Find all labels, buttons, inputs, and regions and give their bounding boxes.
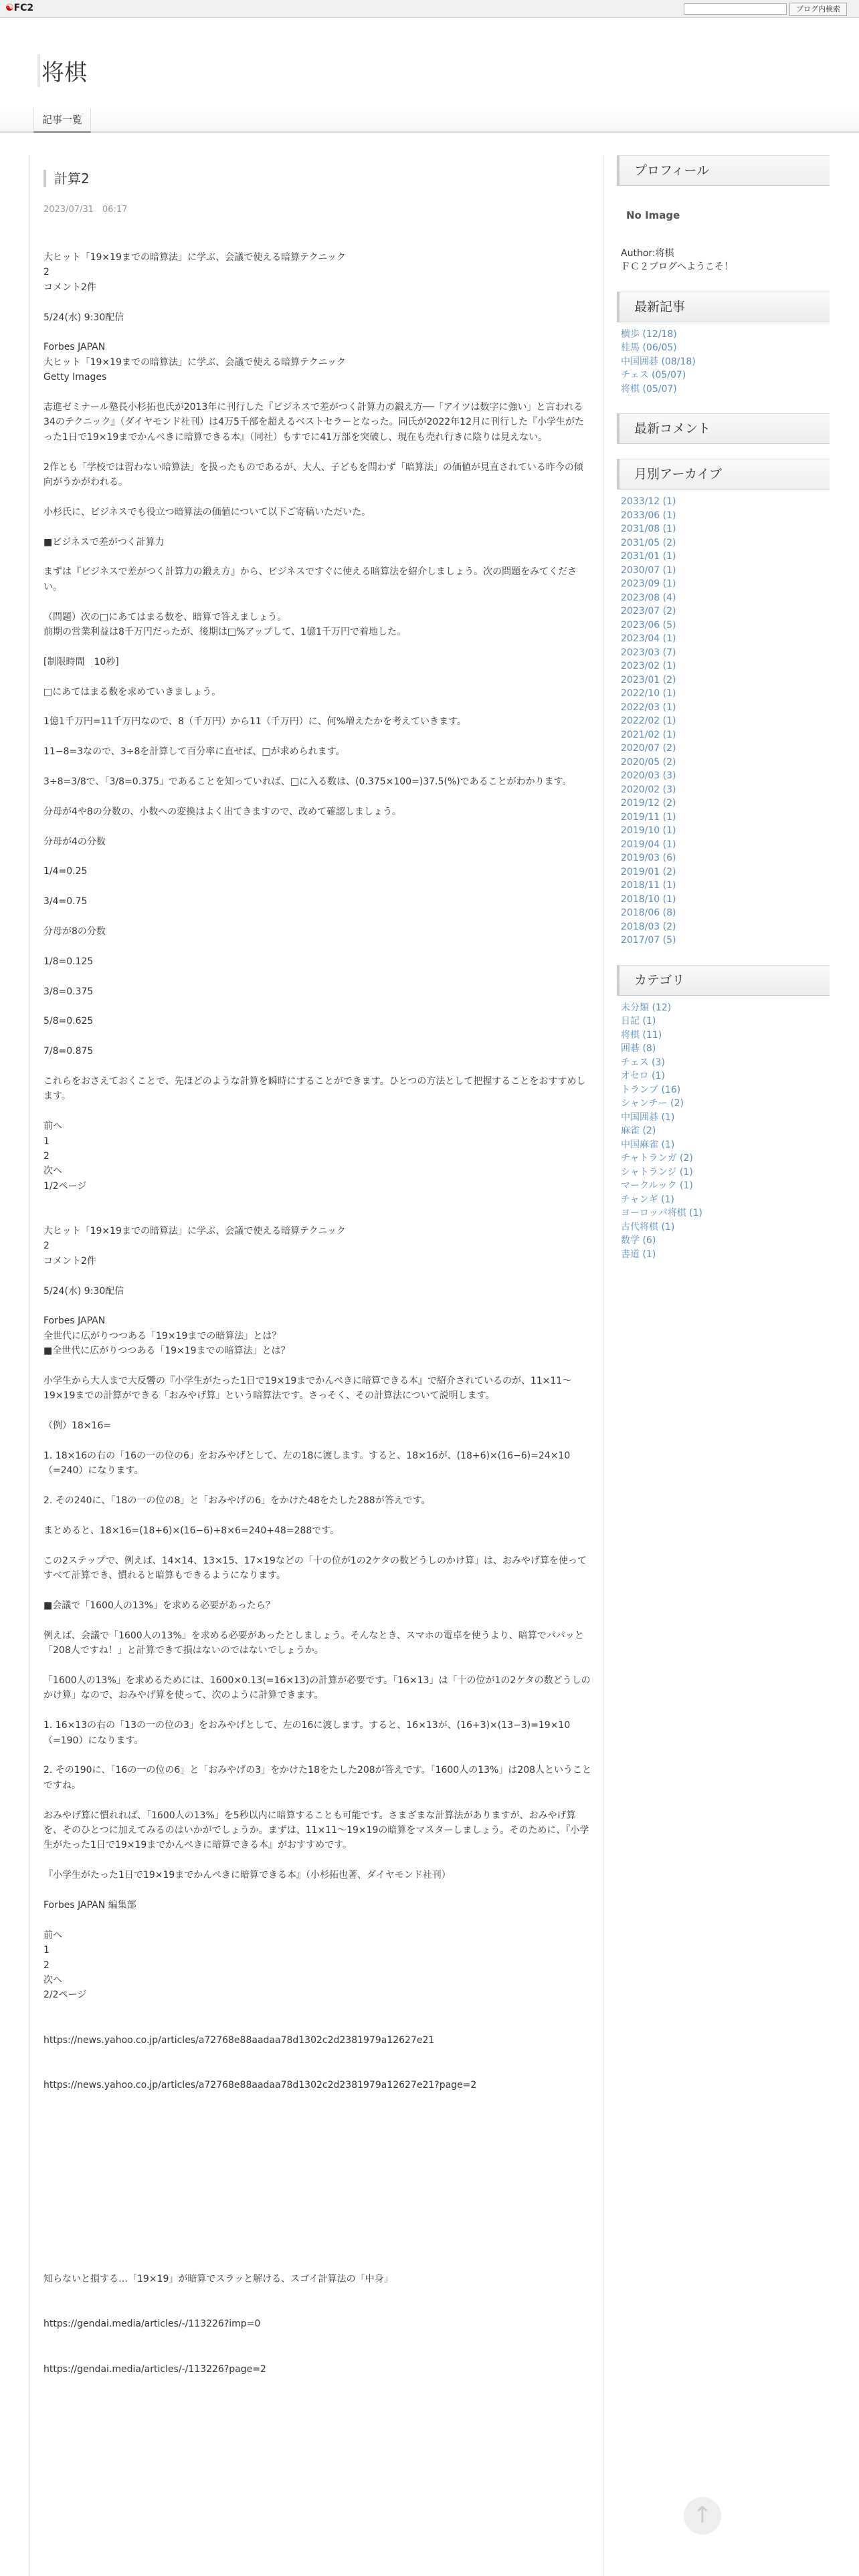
archive-link[interactable]: 2019/03 (6): [621, 853, 676, 863]
profile-plugin: [614, 155, 830, 277]
category-link[interactable]: シャンチー (2): [621, 1098, 684, 1109]
archive-link[interactable]: 2020/02 (3): [621, 784, 676, 795]
archive-link[interactable]: 2017/07 (5): [621, 935, 676, 946]
archive-link[interactable]: 2033/12 (1): [621, 496, 676, 507]
recent-entry-link[interactable]: 将棋 (05/07): [621, 383, 677, 395]
entry-paragraph: 5/8=0.625: [43, 1016, 94, 1027]
entry-paragraph: 1. 18×16の右の「16の一の位の6」をおみやげとして、左の18に渡します。すると、18×16が、(18+6)×(16−6)=24×10（=240）になります。: [43, 1451, 571, 1477]
blog-search-input[interactable]: [684, 3, 787, 15]
entry-paragraph: 1/4=0.25: [43, 866, 88, 877]
archive-link[interactable]: 2030/07 (1): [621, 564, 676, 576]
entry-paragraph: まずは『ビジネスで差がつく計算力の鍛え方』から、ビジネスですぐに使える暗算法を紹介しましょう。次の問題をみてください。: [43, 566, 577, 593]
entry-paragraph: 7/8=0.875: [43, 1046, 94, 1057]
entry-paragraph: この2ステップで、例えば、14×14、13×15、17×19などの「十の位が1の2ケタの数どうしのかけ算」は、おみやげ算を使ってすべて計算でき、慣れると暗算もできるようになります。: [43, 1555, 587, 1582]
entry-paragraph: 11−8=3なので、3÷8を計算して百分率に直せば、□が求められます。: [43, 746, 345, 758]
categories-title: カテゴリ: [617, 965, 830, 996]
archive-link[interactable]: 2023/08 (4): [621, 592, 676, 603]
entry-paragraph: 分母が4や8の分数の、小数への変換はよく出てきますので、改めて確認しましょう。: [43, 806, 401, 817]
archive-link[interactable]: 2033/06 (1): [621, 510, 676, 521]
entry-paragraph: 1. 16×13の右の「13の一の位の3」をおみやげとして、左の16に渡します。すると、16×13が、(16+3)×(13−3)=19×10（=190）になります。: [43, 1720, 571, 1746]
category-link[interactable]: 将棋 (11): [621, 1029, 662, 1041]
archives-plugin: [614, 459, 830, 950]
entry-paragraph: ■ビジネスで差がつく計算力: [43, 536, 165, 548]
category-link[interactable]: チャトランガ (2): [621, 1153, 693, 1164]
archive-link[interactable]: 2019/01 (2): [621, 866, 676, 877]
category-link[interactable]: マークルック (1): [621, 1180, 693, 1191]
nav-entry-list[interactable]: 記事一覧: [33, 108, 91, 133]
archive-link[interactable]: 2031/05 (2): [621, 537, 676, 548]
entry-paragraph: 2. その240に、「18の一の位の8」と「おみやげの6」をかけた48をたした288が答えです。: [43, 1495, 431, 1507]
entry-paragraph: 3÷8=3/8で、「3/8=0.375」であることを知っていれば、□に入る数は、(0.375×100=)37.5(%)であることがわかります。: [43, 776, 572, 788]
entry-paragraph: 2. その190に、「16の一の位の6」と「おみやげの3」をかけた18をたした208が答えです。「1600人の13%」は208人ということですね。: [43, 1765, 592, 1791]
archive-link[interactable]: 2021/02 (1): [621, 729, 676, 740]
archive-link[interactable]: 2020/03 (3): [621, 770, 676, 781]
archive-link[interactable]: 2020/07 (2): [621, 743, 676, 754]
scroll-to-top-icon[interactable]: ↑: [684, 2497, 721, 2535]
source-url: https://news.yahoo.co.jp/articles/a72768e88aadaa78d1302c2d2381979a12627e21?page=2: [43, 2079, 477, 2090]
archive-link[interactable]: 2023/03 (7): [621, 647, 676, 658]
recent-comments-plugin: [614, 413, 830, 444]
entry-paragraph: 『小学生がたった1日で19×19までかんぺきに暗算できる本』（小杉拓也著、ダイヤモンド社刊）: [43, 1870, 451, 1881]
archive-link[interactable]: 2023/04 (1): [621, 633, 676, 644]
archive-link[interactable]: 2018/11 (1): [621, 880, 676, 891]
entry-paragraph: 「1600人の13%」を求めるためには、1600×0.13(=16×13)の計算が必要です。「16×13」は「十の位が1の2ケタの数どうしのかけ算」なので、おみやげ算を使って、次のように計算できます。: [43, 1675, 591, 1701]
profile-greeting: ＦＣ２ブログへようこそ！: [621, 261, 733, 272]
entry-paragraph: （例）18×16=: [43, 1420, 112, 1432]
archive-link[interactable]: 2022/10 (1): [621, 688, 676, 699]
category-link[interactable]: 日記 (1): [621, 1016, 656, 1027]
entry-paragraph: これらをおさえておくことで、先ほどのような計算を瞬時にすることができます。ひとつの方法として把握することをおすすめします。: [43, 1075, 586, 1102]
entry-paragraph: 5/24(水) 9:30配信: [43, 312, 124, 323]
entry-paragraph: 大ヒット「19×19までの暗算法」に学ぶ、会議で使える暗算テクニック 2 コメント2件: [43, 1226, 346, 1267]
profile-title: プロフィール: [617, 155, 830, 186]
archive-link[interactable]: 2018/06 (8): [621, 907, 676, 918]
entry-pagination: 前へ 1 2 次へ 1/2ページ: [43, 1121, 87, 1192]
entry-paragraph: Forbes JAPAN 編集部: [43, 1900, 136, 1911]
recent-comments-title: 最新コメント: [617, 413, 830, 444]
recent-entries-title: 最新記事: [617, 292, 830, 322]
category-link[interactable]: 数学 (6): [621, 1235, 656, 1246]
source-url: https://news.yahoo.co.jp/articles/a72768e88aadaa78d1302c2d2381979a12627e21: [43, 2034, 435, 2046]
archives-title: 月別アーカイブ: [617, 459, 830, 490]
archive-link[interactable]: 2023/02 (1): [621, 661, 676, 671]
archive-link[interactable]: 2031/01 (1): [621, 551, 676, 562]
entry-paragraph: 3/4=0.75: [43, 896, 88, 907]
entry-paragraph: 志進ゼミナール塾長小杉拓也氏が2013年に刊行した『ビジネスで差がつく計算力の鍛え方──「アイツは数字に強い」と言われる34のテクニック』（ダイヤモンド社刊）は4万5千部を超えるベストセラーとなった。同氏が2022年12月に刊行した『小学生がたった1日で19×19までかんぺきに暗算できる本』（同社）もすでに41万部を突破し、現在も売れ行きに陰りは見えない。: [43, 402, 584, 443]
category-link[interactable]: 未分類 (12): [621, 1002, 672, 1013]
source-url: https://gendai.media/articles/-/113226?imp=0: [43, 2319, 261, 2330]
category-link[interactable]: オセロ (1): [621, 1071, 665, 1081]
recent-entry-link[interactable]: 横歩 (12/18): [621, 328, 677, 340]
source-url: https://gendai.media/articles/-/113226?page=2: [43, 2363, 266, 2375]
profile-author: Author:将棋: [621, 247, 674, 259]
entry-paragraph: 小学生から大人まで大反響の『小学生がたった1日で19×19までかんぺきに暗算できる本』で紹介されているのが、11×11〜19×19までの計算ができる「おみやげ算」という暗算法です。さっそく、その計算法について説明します。: [43, 1376, 572, 1402]
entry-paragraph: Forbes JAPAN 大ヒット「19×19までの暗算法」に学ぶ、会議で使える暗算テクニック Getty Images: [43, 342, 346, 383]
entry-paragraph: 知らないと損する…「19×19」が暗算でスラッと解ける、スゴイ計算法の「中身」: [43, 2274, 393, 2285]
fc2-logo[interactable]: ☯FC2: [5, 3, 34, 13]
category-link[interactable]: 麻雀 (2): [621, 1125, 656, 1136]
archive-link[interactable]: 2023/06 (5): [621, 619, 676, 631]
entry-paragraph: 5/24(水) 9:30配信: [43, 1285, 124, 1297]
entry-paragraph: （問題）次の□にあてはまる数を、暗算で答えましょう。 前期の営業利益は8千万円だったが、後期は□%アップして、1億1千万円で着地した。: [43, 611, 406, 638]
entry-paragraph: まとめると、18×16=(18+6)×(16−6)+8×6=240+48=288です。: [43, 1525, 340, 1537]
category-link[interactable]: チェス (3): [621, 1057, 665, 1068]
main-column: [29, 155, 603, 2576]
category-link[interactable]: ヨーロッパ将棋 (1): [621, 1208, 703, 1218]
archive-link[interactable]: 2019/11 (1): [621, 811, 676, 823]
recent-entries-plugin: [614, 292, 830, 399]
category-link[interactable]: 囲碁 (8): [621, 1043, 656, 1054]
archive-link[interactable]: 2022/02 (1): [621, 716, 676, 726]
entry-paragraph: [制限時間 10秒]: [43, 656, 119, 667]
entry-paragraph: Forbes JAPAN 全世代に広がりつつある「19×19までの暗算法」とは？ ■全世代に広がりつつある「19×19までの暗算法」とは？: [43, 1315, 290, 1357]
categories-plugin: [614, 965, 830, 1265]
archive-link[interactable]: 2019/12 (2): [621, 798, 676, 809]
entry-body: [43, 250, 592, 2391]
site-title[interactable]: 将棋: [37, 54, 87, 87]
entry-paragraph: おみやげ算に慣れれば、「1600人の13%」を5秒以内に暗算することも可能です。さまざまな計算法がありますが、おみやげ算を、そのひとつに加えてみるのはいかがでしょうか。まずは、11×11〜19×19の暗算をマスターしましょう。そのために、『小学生がたった1日で19×19までかんぺきに暗算できる本』がおすすめです。: [43, 1810, 589, 1851]
profile-no-image: No Image: [626, 209, 680, 221]
entry-pagination: 前へ 1 2 次へ 2/2ページ: [43, 1929, 87, 2001]
entry-paragraph: 分母が4の分数: [43, 836, 106, 847]
category-link[interactable]: 古代将棋 (1): [621, 1221, 675, 1232]
entry-paragraph: 1億1千万円=11千万円なので、8（千万円）から11（千万円）に、何%増えたかを考えていきます。: [43, 716, 466, 728]
archive-link[interactable]: 2031/08 (1): [621, 524, 676, 534]
archive-link[interactable]: 2023/01 (2): [621, 674, 676, 685]
entry-paragraph: 大ヒット「19×19までの暗算法」に学ぶ、会議で使える暗算テクニック 2 コメント2件: [43, 252, 346, 293]
archive-link[interactable]: 2019/10 (1): [621, 825, 676, 836]
blog-search-button[interactable]: ブログ内検索: [789, 3, 847, 16]
archive-link[interactable]: 2022/03 (1): [621, 702, 676, 713]
archive-link[interactable]: 2018/10 (1): [621, 893, 676, 905]
entry-paragraph: 3/8=0.375: [43, 986, 94, 997]
archive-link[interactable]: 2023/09 (1): [621, 578, 676, 589]
recent-entry-link[interactable]: チェス (05/07): [621, 370, 686, 381]
entry-paragraph: 分母が8の分数: [43, 926, 106, 937]
entry-paragraph: ■会議で「1600人の13%」を求める必要があったら？: [43, 1600, 275, 1612]
entry-paragraph: 小杉氏に、ビジネスでも役立つ暗算法の価値について以下ご寄稿いただいた。: [43, 506, 371, 518]
fc2-top-bar: [0, 0, 859, 18]
archive-link[interactable]: 2020/05 (2): [621, 756, 676, 768]
entry-paragraph: 1/8=0.125: [43, 956, 94, 967]
entry-paragraph: □にあてはまる数を求めていきましょう。: [43, 686, 221, 697]
recent-entry-link[interactable]: 中国囲碁 (08/18): [621, 356, 696, 367]
category-link[interactable]: 中国麻雀 (1): [621, 1139, 675, 1150]
nav-bar: [0, 108, 859, 133]
entry-title: 計算2: [43, 170, 90, 187]
category-link[interactable]: 中国囲碁 (1): [621, 1111, 675, 1123]
archive-link[interactable]: 2023/07 (2): [621, 606, 676, 617]
sidebar: [614, 155, 830, 1279]
category-link[interactable]: 書道 (1): [621, 1249, 656, 1260]
entry-paragraph: 例えば、会議で「1600人の13%」を求める必要があったとしましょう。そんなとき、スマホの電卓を使うより、暗算でパパッと「208人ですね！」と計算できて損はないのではないでしょうか。: [43, 1630, 584, 1656]
entry-date: 2023/07/31 06:17: [43, 205, 128, 215]
category-link[interactable]: シャトランジ (1): [621, 1166, 693, 1178]
category-link[interactable]: チャンギ (1): [621, 1194, 674, 1205]
archive-link[interactable]: 2018/03 (2): [621, 921, 676, 932]
entry-paragraph: 2作とも「学校では習わない暗算法」を扱ったものであるが、大人、子どもを問わず「暗算法」の価値が見直されている昨今の傾向がうかがわれる。: [43, 461, 583, 488]
recent-entry-link[interactable]: 桂馬 (06/05): [621, 342, 677, 353]
category-link[interactable]: トランプ (16): [621, 1084, 681, 1095]
archive-link[interactable]: 2019/04 (1): [621, 839, 676, 850]
